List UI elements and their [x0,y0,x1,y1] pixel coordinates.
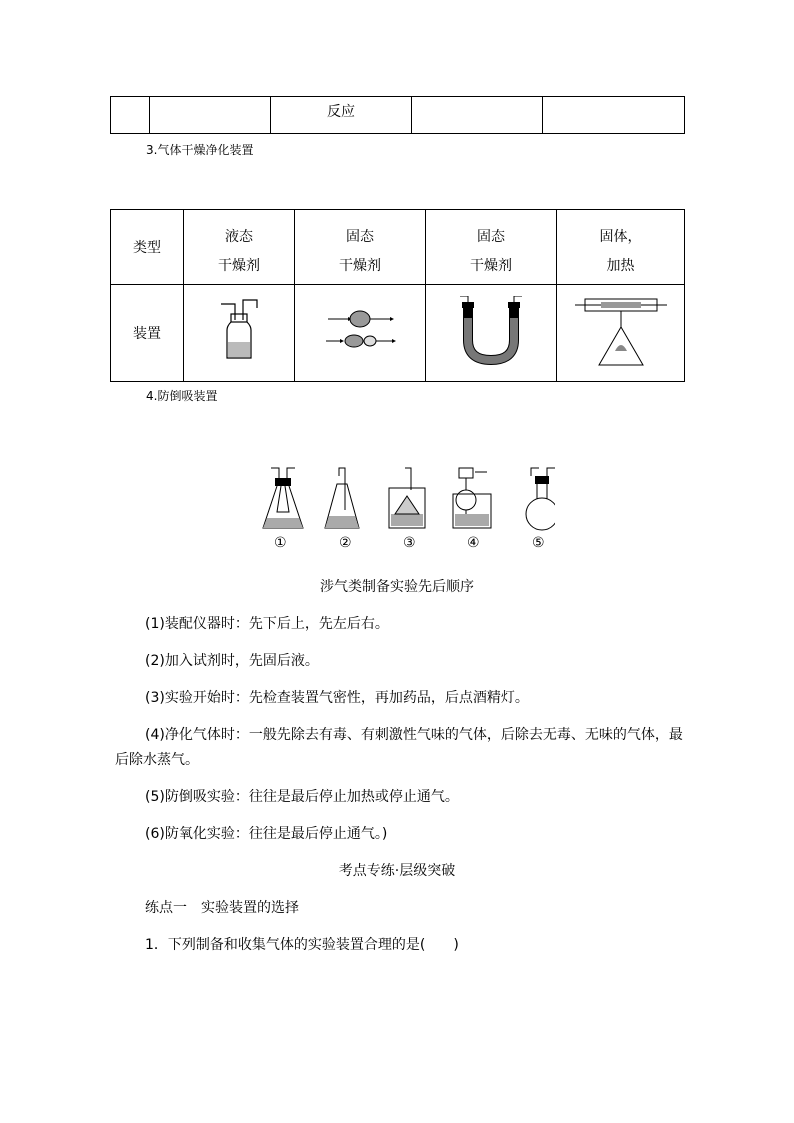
gas-washing-bottle-icon [209,296,269,366]
apparatus-label-3: ③ [403,535,416,551]
top-table-cell: 反应 [271,97,412,134]
type-line1: 液态 [225,229,253,245]
apparatus-2-icon [325,468,359,528]
top-table-cell [543,97,685,134]
apparatus-3-icon [389,468,425,528]
type-line1: 固态 [346,229,374,245]
apparatus-cell [557,285,685,382]
drying-table [110,209,685,382]
u-tube-icon [456,296,526,366]
exercise-heading: 练点一 实验装置的选择 [145,900,299,916]
top-table-cell [412,97,543,134]
apparatus-header: 装置 [111,285,184,382]
order-item-3: (3)实验开始时：先检查装置气密性，再加药品，后点酒精灯。 [145,690,529,706]
order-title: 涉气类制备实验先后顺序 [320,579,474,595]
top-table-cell [150,97,271,134]
order-item-5: (5)防倒吸实验：往往是最后停止加热或停止通气。 [145,789,459,805]
apparatus-cell [426,285,557,382]
question-1: 1．下列制备和收集气体的实验装置合理的是( ) [145,937,459,953]
order-item-1: (1)装配仪器时：先下后上，先左后右。 [145,616,389,632]
top-table [110,96,685,134]
apparatus-cell [184,285,295,382]
type-cell [557,210,685,285]
type-cell [426,210,557,285]
apparatus-5-icon [526,468,555,530]
order-item-4-cont: 后除水蒸气。 [115,752,199,768]
type-line2: 干燥剂 [218,258,260,274]
type-line2: 干燥剂 [339,258,381,274]
section-3-title: 3.气体干燥净化装置 [146,143,254,157]
order-item-4: (4)净化气体时：一般先除去有毒、有刺激性气味的气体，后除去无毒、无味的气体，最 [145,727,683,743]
apparatus-4-icon [453,468,491,528]
apparatus-label-4: ④ [467,535,480,551]
section-4-title: 4.防倒吸装置 [146,389,218,403]
heated-tube-icon [571,291,671,371]
apparatus-cell [295,285,426,382]
apparatus-label-5: ⑤ [532,535,545,551]
drying-tube-icon [320,301,400,361]
type-line1: 固体， [599,229,642,245]
type-header: 类型 [111,210,184,285]
apparatus-1-icon [263,468,303,528]
apparatus-label-2: ② [339,535,352,551]
order-item-2: (2)加入试剂时，先固后液。 [145,653,319,669]
type-cell [184,210,295,285]
top-table-cell [111,97,150,134]
apparatus-label-1: ① [274,535,287,551]
type-cell [295,210,426,285]
type-line2: 干燥剂 [470,258,512,274]
order-item-6: (6)防氧化实验：往往是最后停止通气。) [145,826,388,842]
type-line1: 固态 [477,229,505,245]
type-line2: 加热 [606,258,635,274]
practice-title: 考点专练·层级突破 [338,863,456,879]
